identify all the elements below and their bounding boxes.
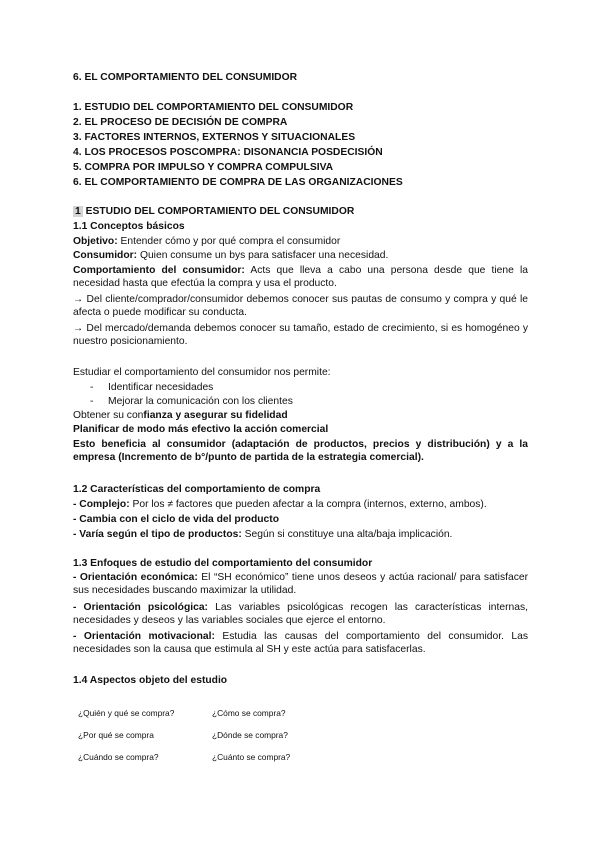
obtener-bold-text: fianza y asegurar su fidelidad — [143, 410, 288, 421]
term-text: El “SH económico” tiene unos deseos y actúa racional/ para satisfacer sus necesidades buscando maximizar la utilidad. — [73, 572, 528, 596]
term-label: - Orientación psicológica: — [73, 602, 208, 613]
term-label: - Complejo: — [73, 499, 130, 510]
list-item-motivacional — [73, 630, 528, 656]
toc-item: 6. EL COMPORTAMIENTO DE COMPRA DE LAS ORGANIZACIONES — [73, 177, 403, 188]
list-item-text: Mejorar la comunicación con los clientes — [108, 396, 293, 407]
paragraph-comportamiento — [73, 264, 528, 290]
term-label: Objetivo: — [73, 236, 118, 247]
list-item-psicologica — [73, 601, 528, 627]
list-item — [90, 395, 293, 408]
toc-item: 1. ESTUDIO DEL COMPORTAMIENTO DEL CONSUMIDOR — [73, 102, 354, 113]
question-item: ¿Por qué se compra — [78, 730, 154, 740]
toc-item: 2. EL PROCESO DE DECISIÓN DE COMPRA — [73, 117, 288, 128]
term-text: Estudia las causas del comportamiento del consumidor. Las necesidades son la causa que estimula al SH y este actúa para satisfacerlas. — [73, 631, 528, 655]
paragraph-beneficio: Esto beneficia al consumidor (adaptación de productos, precios y distribución) y a la empresa (Incremento de b°/punto de partida de la estrategia comercial). — [73, 439, 528, 463]
subsection-heading: 1.2 Características del comportamiento de compra — [73, 484, 321, 495]
question-item: ¿Quién y qué se compra? — [78, 708, 175, 718]
paragraph-arrow-mercado: → Del mercado/demanda debemos conocer su tamaño, estado de crecimiento, si es homogéneo y nuestro posicionamiento. — [73, 323, 528, 347]
term-label: - Orientación motivacional: — [73, 631, 215, 642]
list-item-varia — [73, 528, 452, 541]
paragraph-objetivo — [73, 235, 340, 248]
question-item: ¿Dónde se compra? — [212, 730, 288, 740]
section-heading — [73, 205, 354, 218]
term-text: Acts que lleva a cabo una persona desde que tiene la necesidad hasta que efectúa la compra y usa el producto. — [73, 265, 528, 289]
term-label: Consumidor: — [73, 250, 138, 261]
term-text: Según si constituye una alta/baja implicación. — [241, 529, 453, 540]
question-item: ¿Cómo se compra? — [212, 708, 286, 718]
section-heading-text: ESTUDIO DEL COMPORTAMIENTO DEL CONSUMIDOR — [85, 206, 355, 217]
term-text: Por los ≠ factores que pueden afectar a la compra (internos, externo, ambos). — [129, 499, 487, 510]
toc-item: 3. FACTORES INTERNOS, EXTERNOS Y SITUACIONALES — [73, 132, 356, 143]
question-item: ¿Cuánto se compra? — [212, 752, 291, 762]
subsection-heading: 1.1 Conceptos básicos — [73, 221, 185, 232]
list-item-text: Identificar necesidades — [108, 382, 214, 393]
obtener-text: Obtener su con — [73, 410, 144, 421]
list-item-cambia: - Cambia con el ciclo de vida del producto — [73, 514, 279, 525]
toc-item: 4. LOS PROCESOS POSCOMPRA: DISONANCIA POSDECISIÓN — [73, 147, 383, 158]
term-label: - Varía según el tipo de productos: — [73, 529, 242, 540]
term-text: Quien consume un bys para satisfacer una necesidad. — [137, 250, 389, 261]
paragraph-arrow-cliente: → Del cliente/comprador/consumidor debemos conocer sus pautas de consumo y compra y qué le afecta o puede modificar su conducta. — [73, 294, 528, 318]
term-label: - Orientación económica: — [73, 572, 198, 583]
toc-item: 5. COMPRA POR IMPULSO Y COMPRA COMPULSIVA — [73, 162, 334, 173]
list-item — [90, 381, 213, 394]
subsection-heading: 1.4 Aspectos objeto del estudio — [73, 675, 228, 686]
list-item-economica — [73, 571, 528, 597]
list-marker: - — [90, 382, 94, 393]
question-item: ¿Cuándo se compra? — [78, 752, 159, 762]
list-item-complejo — [73, 498, 487, 511]
paragraph-consumidor — [73, 249, 388, 262]
subsection-heading: 1.3 Enfoques de estudio del comportamiento del consumidor — [73, 558, 373, 569]
term-text: Las variables psicológicas recogen las características internas, necesidades y deseos y las variables sociales que ejerce el entorno. — [73, 602, 528, 626]
paragraph-planificar: Planificar de modo más efectivo la acción comercial — [73, 424, 329, 435]
list-marker: - — [90, 396, 94, 407]
term-text: Entender cómo y por qué compra el consumidor — [117, 236, 341, 247]
paragraph-obtener — [73, 409, 288, 422]
paragraph-estudiar: Estudiar el comportamiento del consumidor nos permite: — [73, 367, 331, 378]
term-label: Comportamiento del consumidor: — [73, 265, 245, 276]
section-number: 1 — [75, 206, 81, 217]
document-title: 6. EL COMPORTAMIENTO DEL CONSUMIDOR — [73, 72, 298, 83]
